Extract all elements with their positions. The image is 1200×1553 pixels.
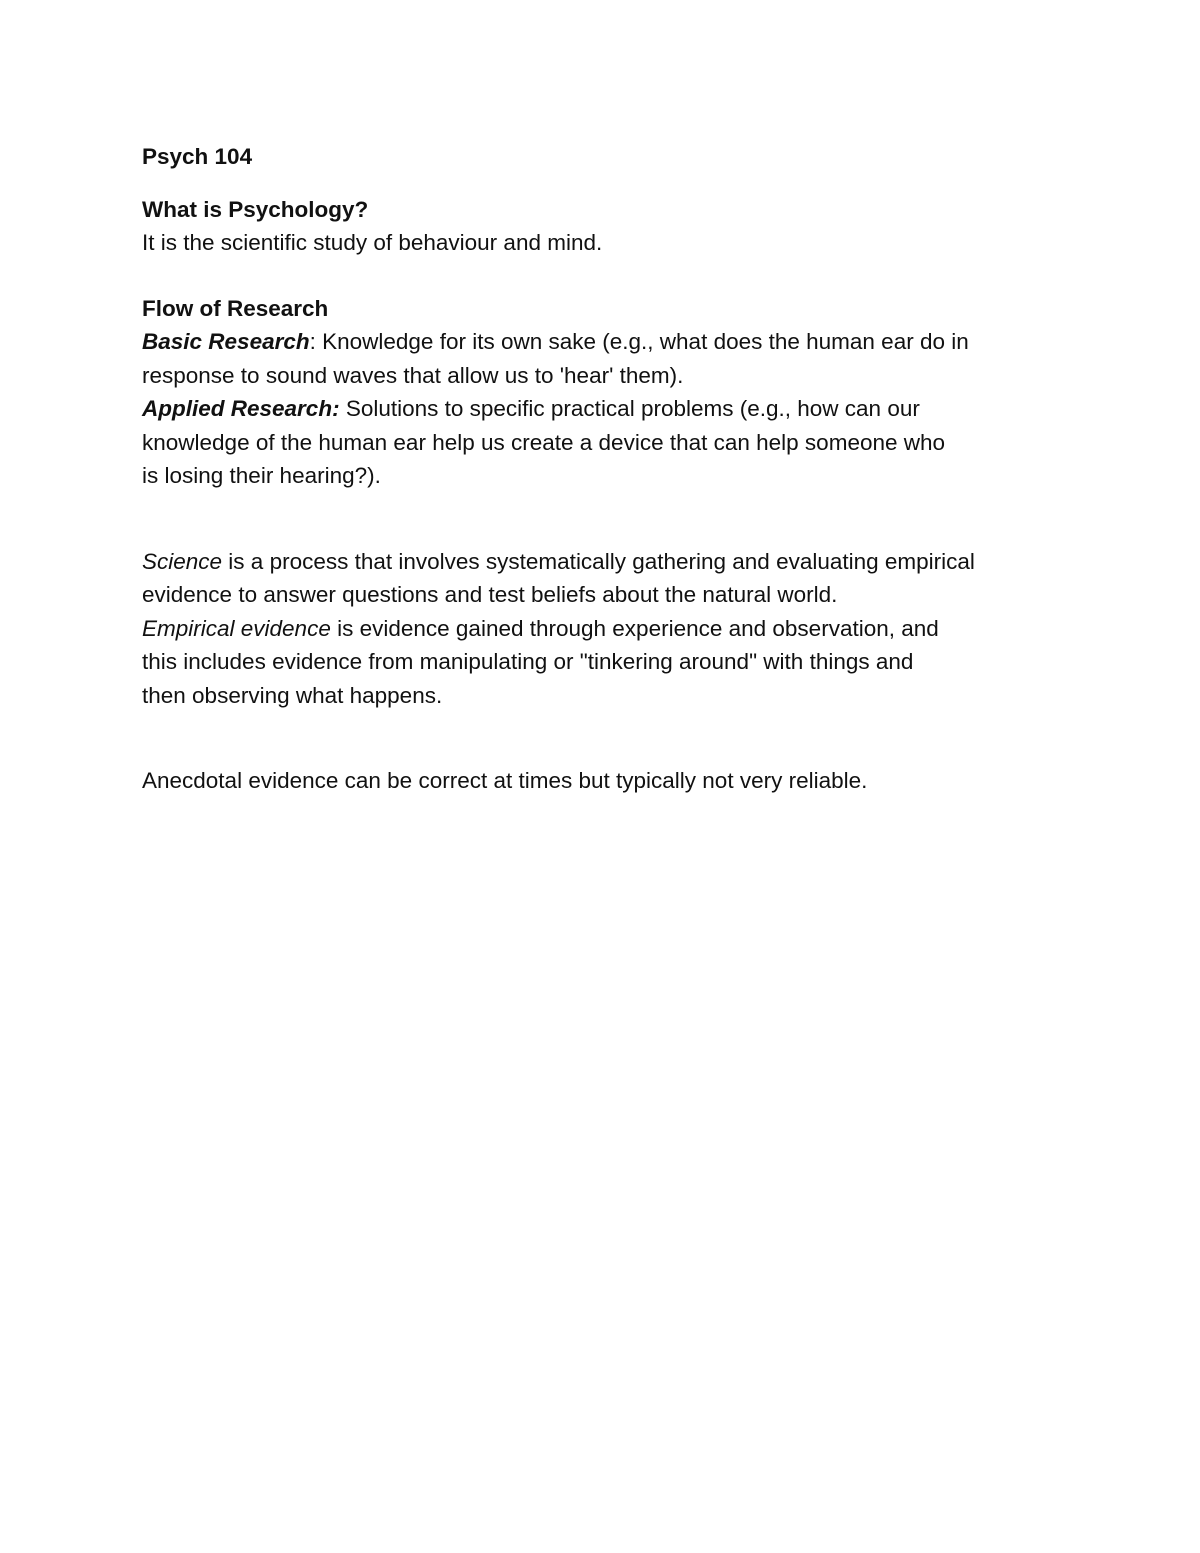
empirical-line-3: then observing what happens. (142, 682, 443, 708)
basic-research-text-1: : Knowledge for its own sake (e.g., what does the human ear do in (309, 329, 969, 354)
course-title: Psych 104 (142, 144, 253, 169)
science-line-2: evidence to answer questions and test beliefs about the natural world. (142, 582, 838, 607)
section-heading-research: Flow of Research (142, 295, 329, 321)
spacer (142, 712, 1082, 764)
empirical-line-1 (142, 612, 1082, 646)
spacer (142, 260, 1082, 292)
document-page (142, 140, 1082, 798)
psychology-definition: It is the scientific study of behaviour and mind. (142, 230, 603, 255)
basic-research-line-2: response to sound waves that allow us to 'hear' them). (142, 362, 684, 388)
empirical-text-1: is evidence gained through experience and observation, and (330, 615, 939, 641)
anecdotal-evidence-text: Anecdotal evidence can be correct at times but typically not very reliable. (142, 768, 868, 793)
applied-research-text-1: Solutions to specific practical problems (e.g., how can our (339, 396, 920, 421)
empirical-term: Empirical evidence (142, 615, 331, 641)
science-text-1: is a process that involves systematically gathering and evaluating empirical (222, 548, 975, 574)
section-heading-psychology: What is Psychology? (142, 196, 369, 222)
applied-research-line-2: knowledge of the human ear help us create a device that can help someone who (142, 429, 946, 455)
basic-research-line-1 (142, 325, 1082, 359)
science-line-1 (142, 545, 1082, 579)
applied-research-term: Applied Research: (142, 396, 340, 421)
spacer (142, 493, 1082, 545)
basic-research-term: Basic Research (142, 329, 310, 354)
applied-research-line-3: is losing their hearing?). (142, 463, 381, 488)
empirical-line-2: this includes evidence from manipulating or "tinkering around" with things and (142, 649, 914, 674)
applied-research-line-1 (142, 392, 1082, 426)
science-term: Science (142, 548, 223, 574)
spacer (142, 174, 1082, 193)
